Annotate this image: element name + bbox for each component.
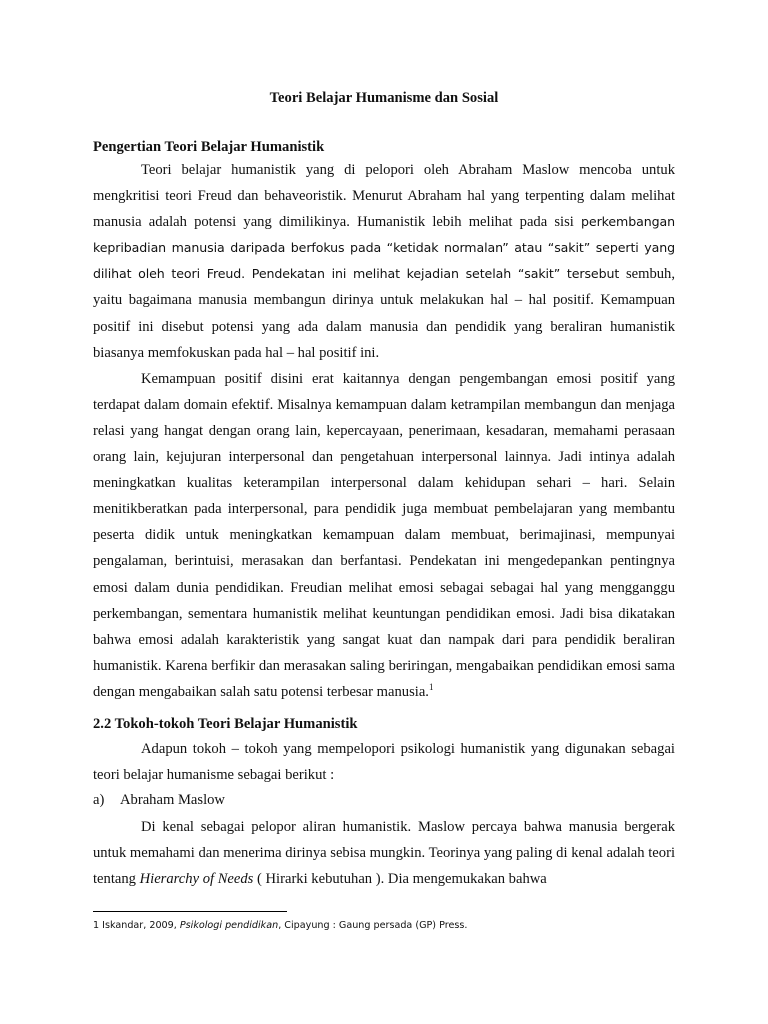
footnote-publisher: , Cipayung : Gaung persada (GP) Press. (278, 920, 468, 931)
paragraph-maslow-part1: Di kenal sebagai pelopor aliran humanistik. Maslow percaya bahwa manusia bergerak untuk memahami dan menerima dirinya sebisa mungkin. Teorinya yang paling di kenal adalah teori tentang (93, 819, 675, 888)
section1-body (93, 157, 675, 705)
hierarchy-of-needs-term: Hierarchy of Needs (139, 871, 254, 888)
section-heading-pengertian: Pengertian Teori Belajar Humanistik (93, 139, 325, 155)
paragraph-definition-part1: Teori belajar humanistik yang di pelopori oleh Abraham Maslow mencoba untuk mengkritisi teori Freud dan behaveoristik. Menurut Abraham hal yang terpenting dalam melihat manusia adalah potensi yang dimilikinya. Humanistik lebih melihat pada sisi (93, 162, 675, 231)
document-title: Teori Belajar Humanisme dan Sosial (269, 90, 499, 106)
paragraph-maslow-part2: ( Hirarki kebutuhan ). Dia mengemukakan bahwa (253, 871, 547, 888)
paragraph-positive-ability (93, 366, 675, 705)
footnote (93, 920, 467, 931)
section2-intro (93, 736, 675, 788)
paragraph-tokoh-intro: Adapun tokoh – tokoh yang mempelopori psikologi humanistik yang digunakan sebagai teori belajar humanisme sebagai berikut : (93, 741, 675, 784)
paragraph-definition (93, 157, 675, 366)
paragraph-maslow (93, 814, 675, 892)
list-marker: a) (93, 792, 105, 808)
section2-maslow-body (93, 814, 675, 892)
footnote-author-year: Iskandar, 2009, (99, 920, 180, 931)
paragraph-definition-part3: sembuh, yaitu bagaimana manusia membangun dirinya untuk melakukan hal – hal positif. Kemampuan positif ini disebut potensi yang ada dalam manusia dan pendidik yang beraliran humanistik biasanya memfokuskan pada hal – hal positif ini. (93, 266, 675, 361)
footnote-separator (93, 911, 287, 912)
section-heading-tokoh: 2.2 Tokoh-tokoh Teori Belajar Humanistik (93, 716, 358, 732)
footnote-book-title: Psikologi pendidikan (179, 920, 279, 931)
list-item-abraham-maslow (93, 792, 225, 809)
footnote-reference[interactable]: 1 (428, 682, 434, 693)
paragraph-positive-ability-text: Kemampuan positif disini erat kaitannya dengan pengembangan emosi positif yang terdapat dalam domain efektif. Misalnya kemampuan dalam ketrampilan membangun dan menjaga relasi yang hangat dengan orang lain, kepercayaan, penerimaan, kesadaran, memahami perasaan orang lain, kejujuran interpersonal dan pengetahuan interpersonal lainnya. Jadi intinya adalah meningkatkan kualitas keterampilan interpersonal dalam kehidupan sehari – hari. Selain menitikberatkan pada interpersonal, para pendidik juga membuat pembelajaran yang membantu peserta didik untuk meningkatkan kemampuan dalam membuat, berimajinasi, mempunyai pengalaman, berintuisi, merasakan dan berfantasi. Pendekatan ini mengedepankan pentingnya emosi dalam dunia pendidikan. Freudian melihat emosi sebagai sebagai hal yang mengganggu perkembangan, sementara humanistik melihat keuntungan pendidikan emosi. Jadi bisa dikatakan bahwa emosi adalah karakteristik yang sangat kuat dan nampak dari para pendidik beraliran humanistik. Karena berfikir dan merasakan saling beriringan, mengabaikan pendidikan emosi sama dengan mengabaikan salah satu potensi terbesar manusia. (93, 370, 675, 700)
list-item-label: Abraham Maslow (120, 792, 225, 808)
footnote-number: 1 (93, 920, 100, 931)
paragraph-definition-part2: perkembangan kepribadian manusia daripada berfokus pada “ketidak normalan” atau “sakit” seperti yang dilihat oleh teori Freud. Pendekatan ini melihat kejadian setelah “sakit” tersebut (93, 214, 675, 282)
